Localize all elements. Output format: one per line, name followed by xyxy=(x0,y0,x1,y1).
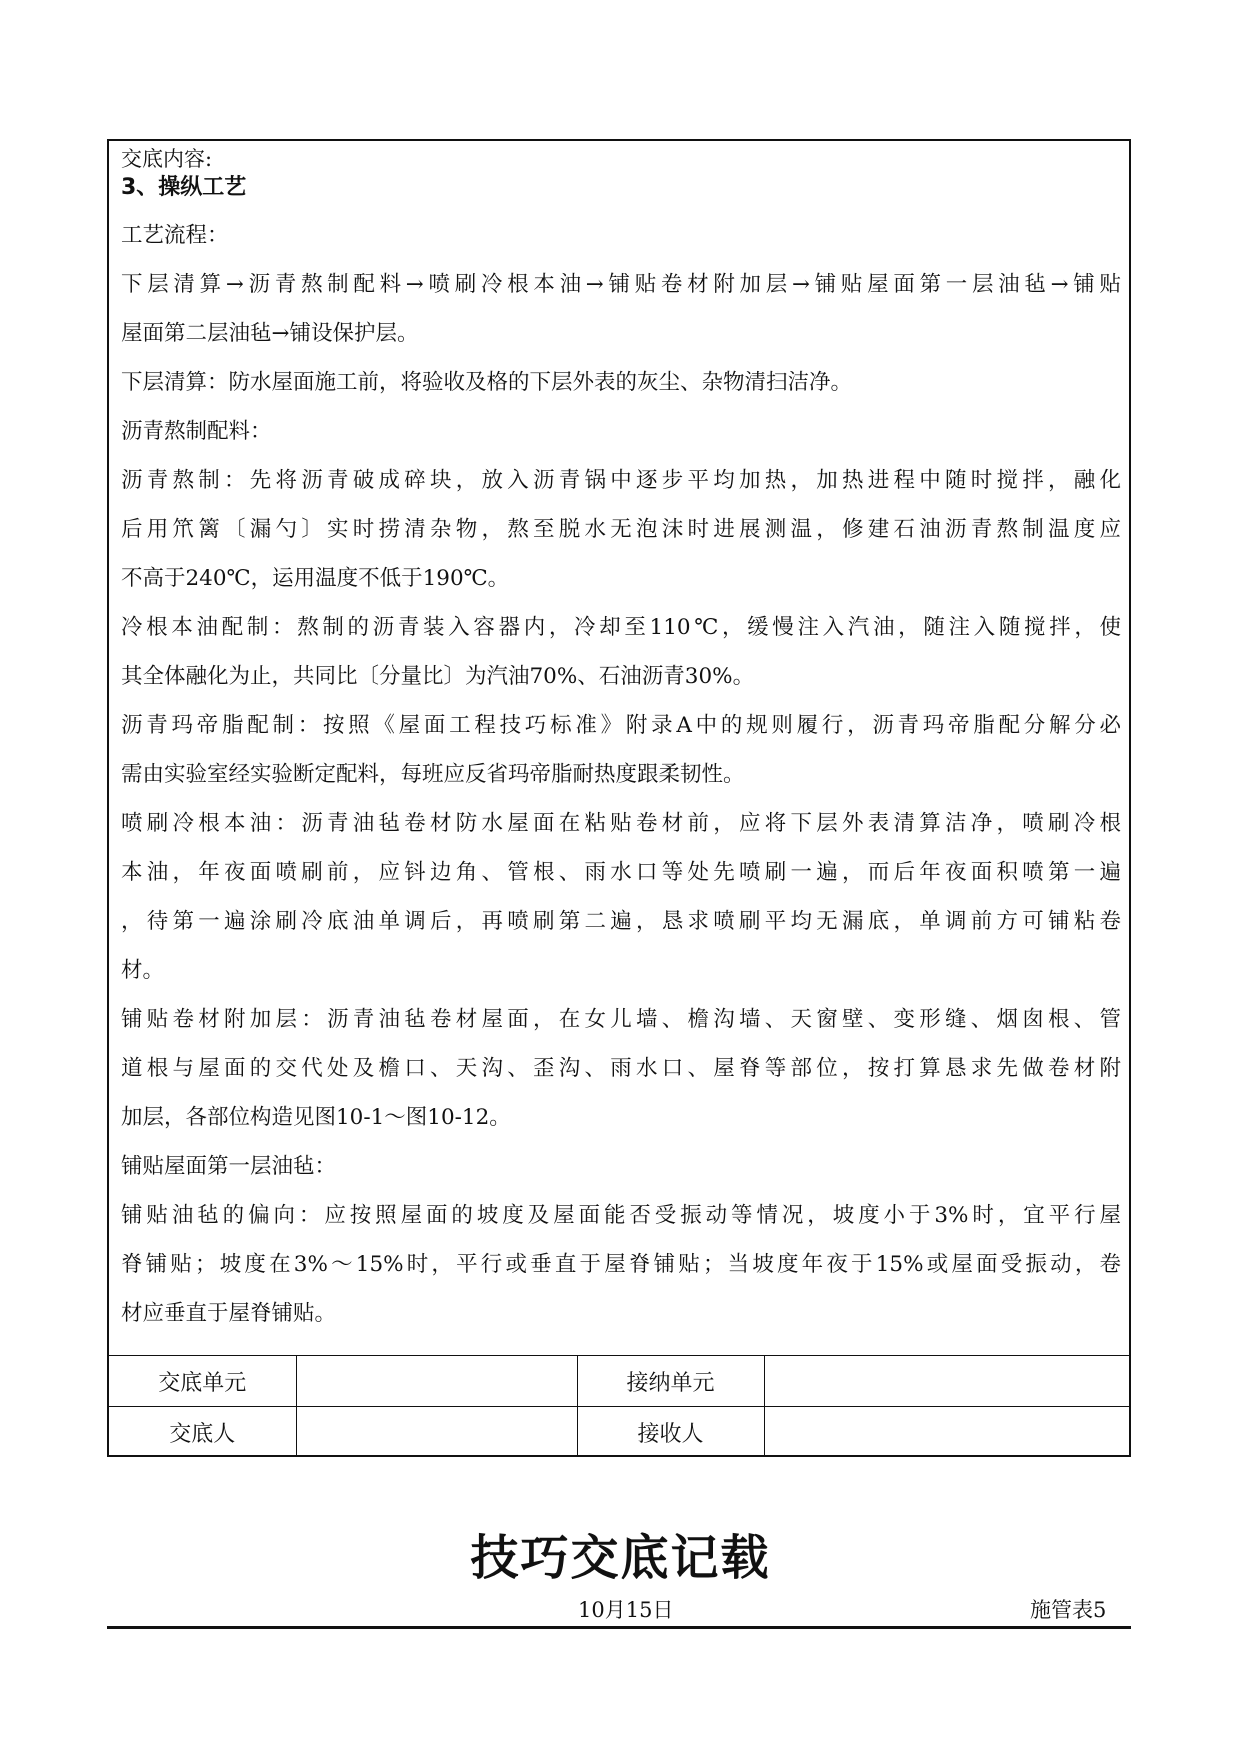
content-line: 冷根本油配制：熬制的沥青装入容器内，冷却至110℃，缓慢注入汽油，随注入随搅拌，使 xyxy=(121,615,1121,640)
content-area xyxy=(121,145,1121,1338)
content-line: 其全体融化为止，共同比〔分量比〕为汽油70%、石油沥青30%。 xyxy=(121,664,755,689)
content-line: 沥青玛帝脂配制：按照《屋面工程技巧标准》附录A中的规则履行，沥青玛帝脂配分解分必 xyxy=(121,713,1121,738)
content-line: 脊铺贴；坡度在3%～15%时，平行或垂直于屋脊铺贴；当坡度年夜于15%或屋面受振动，卷 xyxy=(121,1252,1121,1277)
signature-row-units xyxy=(109,1356,1129,1407)
content-line: 屋面第二层油毡→铺设保护层。 xyxy=(121,321,419,346)
content-label: 交底内容: xyxy=(121,147,213,171)
next-page-title: 技巧交底记载 xyxy=(470,1530,771,1586)
content-line: 下层清算→沥青熬制配料→喷刷冷根本油→铺贴卷材附加层→铺贴屋面第一层油毡→铺贴 xyxy=(121,272,1121,297)
content-line: 需由实验室经实验断定配料，每班应反省玛帝脂耐热度跟柔韧性。 xyxy=(121,762,745,787)
header-rule xyxy=(107,1626,1131,1629)
discloser-value[interactable] xyxy=(296,1407,577,1458)
receiving-unit-value[interactable] xyxy=(764,1356,1129,1407)
next-page-date: 10月15日 xyxy=(578,1598,674,1622)
content-line: ，待第一遍涂刷冷底油单调后，再喷刷第二遍，恳求喷刷平均无漏底，单调前方可铺粘卷 xyxy=(121,909,1121,934)
disclosure-form xyxy=(107,139,1131,1457)
content-line: 不高于240℃，运用温度不低于190℃。 xyxy=(121,566,510,591)
content-line: 铺贴卷材附加层：沥青油毡卷材屋面，在女儿墙、檐沟墙、天窗壁、变形缝、烟囱根、管 xyxy=(121,1007,1121,1032)
content-line: 道根与屋面的交代处及檐口、天沟、歪沟、雨水口、屋脊等部位，按打算恳求先做卷材附 xyxy=(121,1056,1121,1081)
signature-row-persons xyxy=(109,1407,1129,1458)
content-line: 加层，各部位构造见图10-1～图10-12。 xyxy=(121,1105,511,1130)
content-line: 喷刷冷根本油：沥青油毡卷材防水屋面在粘贴卷材前，应将下层外表清算洁净，喷刷冷根 xyxy=(121,811,1121,836)
content-line: 工艺流程： xyxy=(121,223,229,248)
disclosing-unit-label: 交底单元 xyxy=(109,1356,296,1407)
content-line: 铺贴油毡的偏向：应按照屋面的坡度及屋面能否受振动等情况，坡度小于3%时，宜平行屋 xyxy=(121,1203,1121,1228)
section-heading: 3、操纵工艺 xyxy=(121,175,247,200)
content-line: 铺贴屋面第一层油毡： xyxy=(121,1154,337,1179)
form-code: 施管表5 xyxy=(1030,1598,1107,1622)
content-line: 沥青熬制配料： xyxy=(121,419,272,444)
receiving-unit-label: 接纳单元 xyxy=(577,1356,764,1407)
content-line: 沥青熬制：先将沥青破成碎块，放入沥青锅中逐步平均加热，加热进程中随时搅拌，融化 xyxy=(121,468,1121,493)
receiver-value[interactable] xyxy=(764,1407,1129,1458)
content-line: 后用笊篱〔漏勺〕实时捞清杂物，熬至脱水无泡沫时进展测温，修建石油沥青熬制温度应 xyxy=(121,517,1121,542)
content-body xyxy=(121,211,1121,1338)
receiver-label: 接收人 xyxy=(577,1407,764,1458)
disclosing-unit-value[interactable] xyxy=(296,1356,577,1407)
signature-table xyxy=(109,1355,1129,1457)
content-line: 下层清算：防水屋面施工前，将验收及格的下层外表的灰尘、杂物清扫洁净。 xyxy=(121,370,853,395)
content-line: 本油，年夜面喷刷前，应钭边角、管根、雨水口等处先喷刷一遍，而后年夜面积喷第一遍 xyxy=(121,860,1121,885)
discloser-label: 交底人 xyxy=(109,1407,296,1458)
content-line: 材。 xyxy=(121,958,165,983)
content-line: 材应垂直于屋脊铺贴。 xyxy=(121,1301,337,1326)
